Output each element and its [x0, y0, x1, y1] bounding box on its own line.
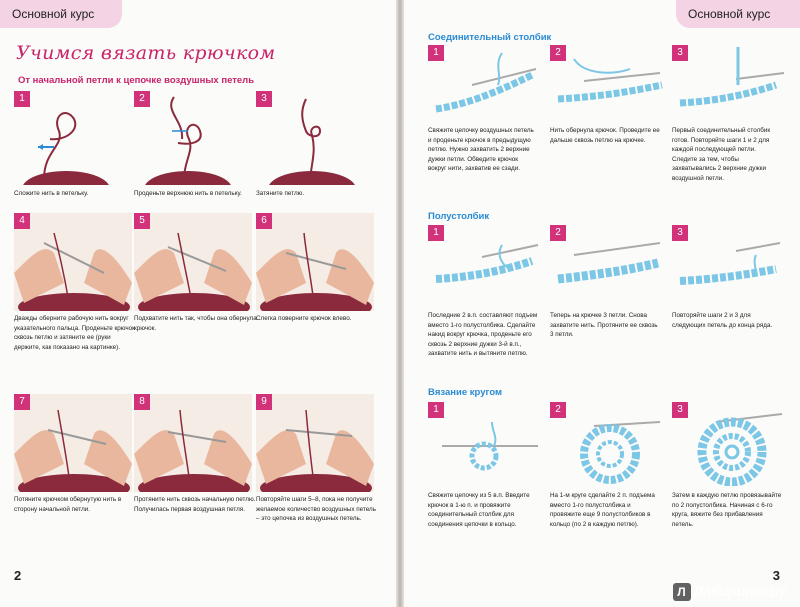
step-number: 1 [428, 402, 444, 418]
step-caption: Дважды оберните рабочую нить вокруг указательного пальца. Проденьте крючок сквозь петлю и затяните ее (руки держите, как показано на картинке). [14, 315, 135, 351]
step-caption: Слегка поверните крючок влево. [256, 315, 352, 322]
step-caption: На 1-м круге сделайте 2 п. подъема вместо 1-го полустолбика и провяжите еще 9 полустолбиков в кольцо (по 2 в каждую петлю). [550, 492, 655, 528]
step-caption: Проденьте верхнюю нить в петельку. [134, 190, 242, 197]
step-number: 4 [14, 213, 30, 229]
step-number: 2 [550, 225, 566, 241]
step-caption: Первый соединительный столбик готов. Повторяйте шаги 1 и 2 для каждой последующей петли. Следите за тем, чтобы захватывались 2 верхние дужки воздушной петли. [672, 127, 771, 182]
section-title: Вязание кругом [428, 387, 503, 398]
step-number: 3 [672, 225, 688, 241]
hands-illustration [14, 394, 132, 492]
section-tab-left: Основной курс [0, 0, 122, 28]
step-number: 6 [256, 213, 272, 229]
stitch-diagram [550, 225, 668, 297]
step-number: 3 [256, 91, 272, 107]
watermark [673, 583, 786, 601]
step-number: 1 [428, 45, 444, 61]
step-caption: Сложите нить в петельку. [14, 190, 89, 197]
labirint-logo-icon: Л [673, 583, 691, 601]
stitch-diagram [428, 402, 546, 486]
hands-illustration [256, 213, 374, 311]
stitch-diagram [550, 45, 668, 117]
stitch-diagram [672, 225, 790, 297]
stitch-diagram [672, 45, 790, 117]
page-title: Учимся вязать крючком [16, 42, 276, 64]
step-number: 2 [550, 45, 566, 61]
step-number: 5 [134, 213, 150, 229]
step-caption: Потяните крючком обернутую нить в сторону начальной петли. [14, 496, 122, 513]
step-number: 2 [134, 91, 150, 107]
step-number: 2 [550, 402, 566, 418]
section-title: Соединительный столбик [428, 32, 552, 43]
step-caption: Свяжите цепочку воздушных петель и проденьте крючок в предыдущую петлю. Нужно захватить 2 верхние дужки петли. Обведите крючок вокруг нити, захватив ее сзади. [428, 127, 534, 173]
stitch-diagram [428, 225, 546, 297]
stitch-diagram [550, 402, 668, 486]
hands-illustration [134, 213, 252, 311]
step-caption: Повторяйте шаги 2 и 3 для следующих петель до конца ряда. [672, 312, 773, 329]
page-number: 2 [14, 568, 22, 583]
step-caption: Подхватите нить так, чтобы она обернула крючок. [134, 315, 257, 332]
step-caption: Затем в каждую петлю провязывайте по 2 полустолбика. Начиная с 6-го круга, вяжите без прибавления петель. [672, 492, 782, 528]
step-caption: Теперь на крючке 3 петли. Снова захватите нить. Протяните ее сквозь 3 петли. [550, 312, 658, 339]
step-number: 8 [134, 394, 150, 410]
step-number: 1 [14, 91, 30, 107]
subtitle: От начальной петли к цепочке воздушных петель [18, 75, 255, 86]
watermark-text: Лабиринт.ру [693, 583, 786, 599]
stitch-diagram [428, 45, 546, 117]
step-number: 3 [672, 402, 688, 418]
step-caption: Свяжите цепочку из 5 в.п. Введите крючок в 1-ю п. и провяжите соединительный столбик для соединения цепочки в кольцо. [428, 492, 530, 528]
step-number: 7 [14, 394, 30, 410]
step-caption: Последние 2 в.п. составляют подъем вместо 1-го полустолбика. Сделайте накид вокруг крючка, проденьте его сквозь 2 верхние дужки 3-й в.п., захватите нить и вытяните петлю. [428, 312, 538, 358]
hands-illustration [134, 394, 252, 492]
step-number: 3 [672, 45, 688, 61]
step-caption: Повторяйте шаги 5–8, пока не получите желаемое количество воздушных петель – это цепочка из воздушных петель. [256, 496, 376, 523]
hands-illustration [256, 394, 374, 492]
loop-illustration [14, 91, 132, 185]
step-number: 1 [428, 225, 444, 241]
page-number: 3 [772, 568, 780, 583]
loop-illustration [134, 91, 252, 185]
step-caption: Протяните нить сквозь начальную петлю. Получилась первая воздушная петля. [134, 496, 256, 513]
right-page [404, 0, 800, 607]
step-caption: Нить обернула крючок. Проведите ее дальше сквозь петлю на крючке. [550, 127, 660, 144]
left-page [0, 0, 396, 607]
step-number: 9 [256, 394, 272, 410]
section-title: Полустолбик [428, 211, 490, 222]
stitch-diagram [672, 402, 790, 486]
loop-illustration [256, 91, 374, 185]
hands-illustration [14, 213, 132, 311]
step-caption: Затяните петлю. [256, 190, 305, 197]
book-gutter [396, 0, 404, 607]
section-tab-right: Основной курс [676, 0, 800, 28]
